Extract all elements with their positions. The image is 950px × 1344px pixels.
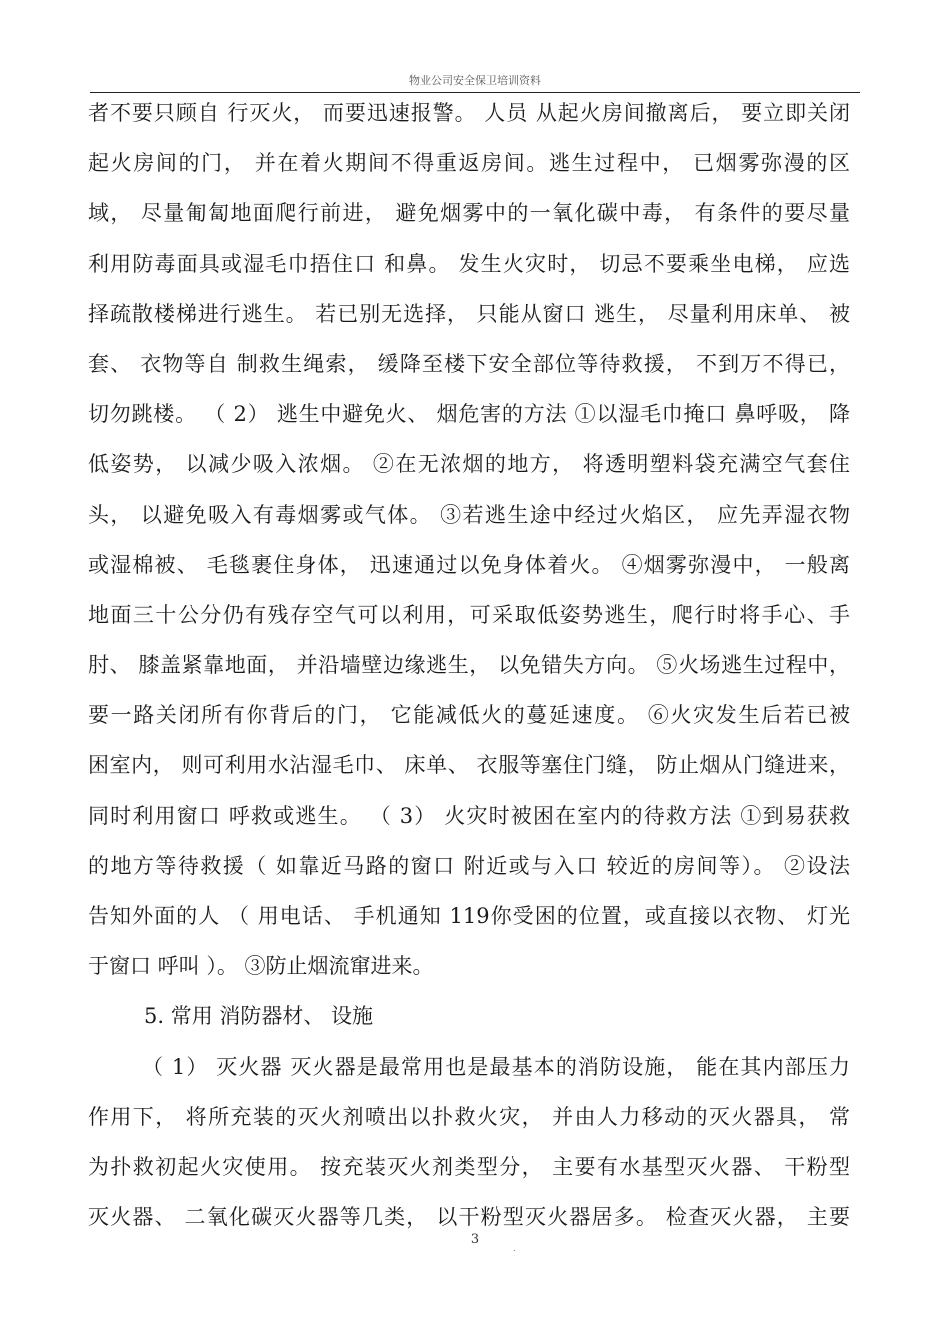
text-line: 的地方等待救援（ 如靠近马路的窗口 附近或与入口 较近的房间等）。 ②设法 xyxy=(88,853,850,878)
footer-dot: . xyxy=(513,1244,516,1253)
page-number: 3 xyxy=(470,1232,480,1247)
body-text xyxy=(88,88,850,1242)
text-line: 肘、 膝盖紧靠地面， 并沿墙壁边缘逃生， 以免错失方向。 ⑤火场逃生过程中， xyxy=(88,653,850,678)
text-line: 于窗口 呼叫 ）。 ③防止烟流窜进来。 xyxy=(88,954,434,979)
text-line: 为扑救初起火灾使用。 按充装灭火剂类型分， 主要有水基型灭火器、 干粉型 xyxy=(88,1154,850,1179)
text-line: 切勿跳楼。 （ 2） 逃生中避免火、 烟危害的方法 ①以湿毛巾掩口 鼻呼吸， 降 xyxy=(88,402,850,427)
section-heading: 5. 常用 消防器材、 设施 xyxy=(144,1004,374,1029)
text-line: 灭火器、 二氧化碳灭火器等几类， 以干粉型灭火器居多。 检查灭火器， 主要 xyxy=(88,1205,850,1230)
text-line: 同时利用窗口 呼救或逃生。 （ 3） 火灾时被困在室内的待救方法 ①到易获救 xyxy=(88,803,850,828)
text-line: 头， 以避免吸入有毒烟雾或气体。 ③若逃生途中经过火焰区， 应先弄湿衣物 xyxy=(88,502,850,527)
text-line: 套、 衣物等自 制救生绳索， 缓降至楼下安全部位等待救援， 不到万不得已， xyxy=(88,351,850,376)
text-line: 困室内， 则可利用水沾湿毛巾、 床单、 衣服等塞住门缝， 防止烟从门缝进来， xyxy=(88,753,850,778)
text-line: 择疏散楼梯进行逃生。 若已别无选择， 只能从窗口 逃生， 尽量利用床单、 被 xyxy=(88,301,850,326)
text-line: 作用下， 将所充装的灭火剂喷出以扑救火灾， 并由人力移动的灭火器具， 常 xyxy=(88,1104,850,1129)
page-header: 物业公司安全保卫培训资料 xyxy=(409,74,541,87)
text-line: 起火房间的门， 并在着火期间不得重返房间。逃生过程中， 已烟雾弥漫的区 xyxy=(88,151,850,176)
text-line: 利用防毒面具或湿毛巾捂住口 和鼻。 发生火灾时， 切忌不要乘坐电梯， 应选 xyxy=(88,251,850,276)
text-line: 地面三十公分仍有残存空气可以利用，可采取低姿势逃生，爬行时将手心、手 xyxy=(88,602,850,627)
text-line: 低姿势， 以减少吸入浓烟。 ②在无浓烟的地方， 将透明塑料袋充满空气套住 xyxy=(88,452,850,477)
text-line: 告知外面的人 （ 用电话、 手机通知 119你受困的位置，或直接以衣物、 灯光 xyxy=(88,904,850,928)
text-line: 或湿棉被、 毛毯裹住身体， 迅速通过以免身体着火。 ④烟雾弥漫中， 一般离 xyxy=(88,552,850,577)
text-line: 者不要只顾自 行灭火， 而要迅速报警。 人员 从起火房间撤离后， 要立即关闭 xyxy=(88,101,850,125)
text-line: 要一路关闭所有你背后的门， 它能减低火的蔓延速度。 ⑥火灾发生后若已被 xyxy=(88,703,850,728)
text-line: 域， 尽量匍匐地面爬行前进， 避免烟雾中的一氧化碳中毒， 有条件的要尽量 xyxy=(88,201,850,226)
text-line: （ 1） 灭火器 灭火器是最常用也是最基本的消防设施， 能在其内部压力 xyxy=(142,1054,850,1079)
